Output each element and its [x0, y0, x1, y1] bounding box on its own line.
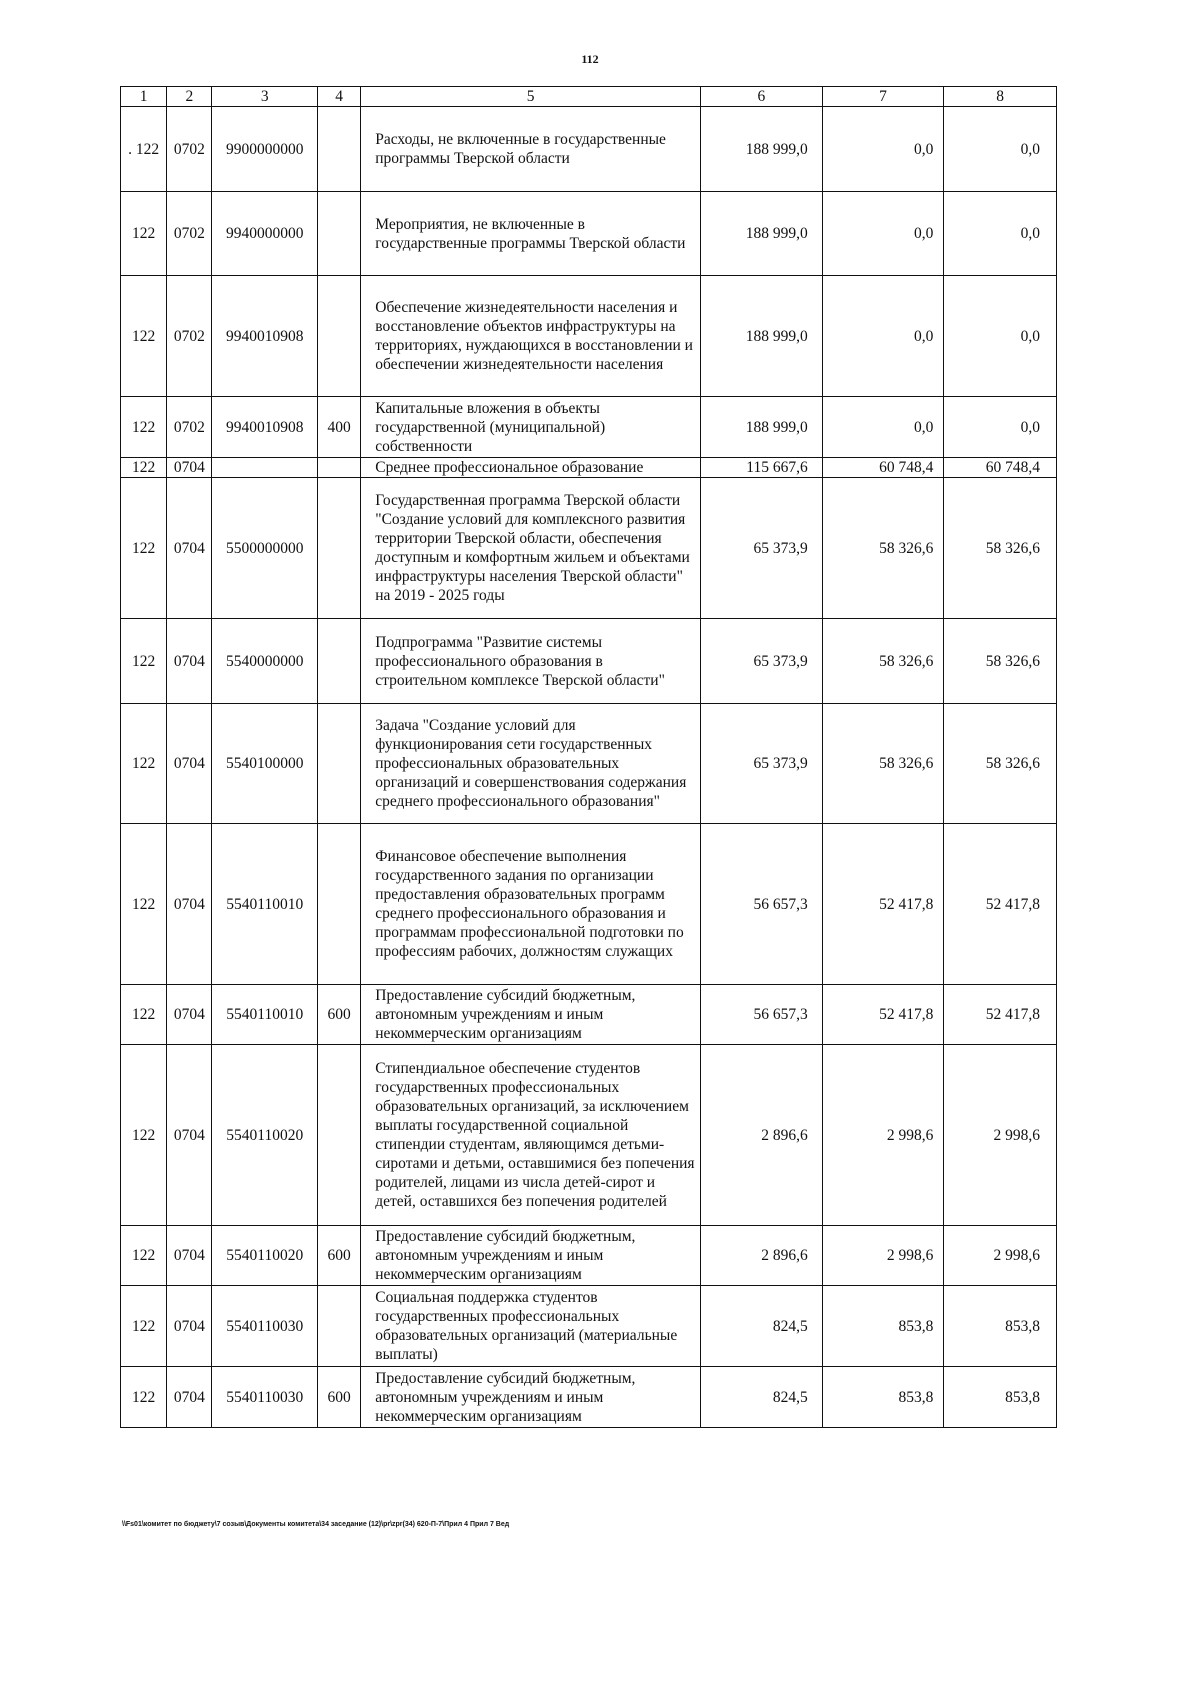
- table-row: [121, 397, 1057, 458]
- cell-name: Мероприятия, не включенные в государственные программы Тверской области: [361, 192, 701, 276]
- table-row: [121, 192, 1057, 276]
- cell-expense-type: [318, 458, 361, 478]
- table-row: [121, 985, 1057, 1045]
- cell-amount-year1: 56 657,3: [701, 985, 823, 1045]
- cell-target-article: 5540000000: [212, 619, 318, 704]
- table-row: [121, 276, 1057, 397]
- table-row: [121, 1226, 1057, 1286]
- table-row: [121, 704, 1057, 824]
- cell-ved: 122: [121, 1045, 167, 1226]
- cell-section: 0704: [167, 1045, 212, 1226]
- cell-amount-year3: 0,0: [944, 192, 1057, 276]
- cell-amount-year1: 2 896,6: [701, 1226, 823, 1286]
- cell-ved: 122: [121, 824, 167, 985]
- cell-amount-year1: 56 657,3: [701, 824, 823, 985]
- cell-ved: . 122: [121, 107, 167, 192]
- cell-target-article: 5540100000: [212, 704, 318, 824]
- cell-target-article: 5540110010: [212, 824, 318, 985]
- cell-name: Предоставление субсидий бюджетным, автономным учреждениям и иным некоммерческим организациям: [361, 1367, 701, 1428]
- cell-ved: 122: [121, 458, 167, 478]
- cell-amount-year2: 0,0: [822, 397, 944, 458]
- cell-expense-type: [318, 1045, 361, 1226]
- cell-amount-year3: 58 326,6: [944, 704, 1057, 824]
- cell-target-article: 5540110030: [212, 1286, 318, 1367]
- cell-name: Финансовое обеспечение выполнения государственного задания по организации предоставления образовательных программ среднего профессионального образования и программам профессиональной подготовки по профессиям рабочих, должностям служащих: [361, 824, 701, 985]
- cell-expense-type: [318, 192, 361, 276]
- cell-amount-year1: 824,5: [701, 1286, 823, 1367]
- cell-amount-year2: 0,0: [822, 276, 944, 397]
- cell-ved: 122: [121, 276, 167, 397]
- cell-amount-year1: 188 999,0: [701, 276, 823, 397]
- cell-target-article: 5540110030: [212, 1367, 318, 1428]
- cell-name: Среднее профессиональное образование: [361, 458, 701, 478]
- cell-target-article: 5500000000: [212, 478, 318, 619]
- cell-amount-year1: 824,5: [701, 1367, 823, 1428]
- cell-amount-year2: 0,0: [822, 107, 944, 192]
- cell-section: 0704: [167, 985, 212, 1045]
- cell-amount-year3: 58 326,6: [944, 619, 1057, 704]
- table-row: [121, 1286, 1057, 1367]
- cell-expense-type: [318, 107, 361, 192]
- cell-target-article: 5540110020: [212, 1226, 318, 1286]
- cell-name: Государственная программа Тверской области "Создание условий для комплексного развития территории Тверской области, обеспечения доступным и комфортным жильем и объектами инфраструктуры населения Тверской области" на 2019 - 2025 годы: [361, 478, 701, 619]
- cell-amount-year2: 60 748,4: [822, 458, 944, 478]
- cell-target-article: 9940010908: [212, 276, 318, 397]
- cell-section: 0702: [167, 192, 212, 276]
- cell-name: Капитальные вложения в объекты государственной (муниципальной) собственности: [361, 397, 701, 458]
- cell-expense-type: 600: [318, 985, 361, 1045]
- table-row: [121, 107, 1057, 192]
- cell-amount-year1: 65 373,9: [701, 478, 823, 619]
- cell-section: 0704: [167, 619, 212, 704]
- cell-target-article: 9940010908: [212, 397, 318, 458]
- header-row: [121, 87, 1057, 107]
- column-header: 6: [701, 87, 823, 107]
- cell-name: Стипендиальное обеспечение студентов государственных профессиональных образовательных организаций, за исключением выплаты государственной социальной стипендии студентам, являющимся детьми-сиротами и детьми, оставшимися без попечения родителей, лицами из числа детей-сирот и детей, оставшихся без попечения родителей: [361, 1045, 701, 1226]
- cell-amount-year3: 52 417,8: [944, 824, 1057, 985]
- cell-amount-year3: 853,8: [944, 1367, 1057, 1428]
- cell-expense-type: [318, 478, 361, 619]
- column-header: 2: [167, 87, 212, 107]
- table-row: [121, 1367, 1057, 1428]
- cell-amount-year1: 188 999,0: [701, 397, 823, 458]
- cell-amount-year3: 52 417,8: [944, 985, 1057, 1045]
- cell-target-article: 9940000000: [212, 192, 318, 276]
- column-header: 5: [361, 87, 701, 107]
- table-row: [121, 824, 1057, 985]
- cell-amount-year2: 58 326,6: [822, 478, 944, 619]
- cell-section: 0702: [167, 107, 212, 192]
- cell-amount-year3: 2 998,6: [944, 1226, 1057, 1286]
- cell-amount-year2: 58 326,6: [822, 704, 944, 824]
- cell-expense-type: [318, 824, 361, 985]
- cell-expense-type: [318, 1286, 361, 1367]
- table-row: [121, 478, 1057, 619]
- cell-section: 0704: [167, 824, 212, 985]
- cell-ved: 122: [121, 704, 167, 824]
- table-row: [121, 1045, 1057, 1226]
- cell-section: 0702: [167, 276, 212, 397]
- column-header: 7: [822, 87, 944, 107]
- cell-ved: 122: [121, 985, 167, 1045]
- cell-target-article: 5540110010: [212, 985, 318, 1045]
- cell-expense-type: [318, 276, 361, 397]
- cell-name: Обеспечение жизнедеятельности населения и восстановление объектов инфраструктуры на территориях, нуждающихся в восстановлении и обеспечении жизнедеятельности населения: [361, 276, 701, 397]
- cell-amount-year3: 0,0: [944, 107, 1057, 192]
- cell-amount-year2: 2 998,6: [822, 1226, 944, 1286]
- cell-name: Расходы, не включенные в государственные программы Тверской области: [361, 107, 701, 192]
- column-header: 3: [212, 87, 318, 107]
- cell-name: Подпрограмма "Развитие системы профессионального образования в строительном комплексе Тверской области": [361, 619, 701, 704]
- cell-target-article: 5540110020: [212, 1045, 318, 1226]
- cell-section: 0702: [167, 397, 212, 458]
- cell-ved: 122: [121, 397, 167, 458]
- cell-expense-type: 600: [318, 1226, 361, 1286]
- cell-amount-year2: 0,0: [822, 192, 944, 276]
- cell-expense-type: [318, 619, 361, 704]
- cell-expense-type: 600: [318, 1367, 361, 1428]
- cell-amount-year3: 2 998,6: [944, 1045, 1057, 1226]
- cell-amount-year1: 188 999,0: [701, 192, 823, 276]
- cell-ved: 122: [121, 192, 167, 276]
- column-header: 1: [121, 87, 167, 107]
- budget-table: [120, 86, 1057, 1428]
- cell-amount-year1: 65 373,9: [701, 704, 823, 824]
- cell-ved: 122: [121, 619, 167, 704]
- cell-name: Предоставление субсидий бюджетным, автономным учреждениям и иным некоммерческим организациям: [361, 1226, 701, 1286]
- cell-section: 0704: [167, 458, 212, 478]
- cell-section: 0704: [167, 704, 212, 824]
- cell-amount-year3: 58 326,6: [944, 478, 1057, 619]
- cell-section: 0704: [167, 1367, 212, 1428]
- cell-amount-year2: 52 417,8: [822, 985, 944, 1045]
- cell-ved: 122: [121, 1367, 167, 1428]
- cell-amount-year3: 0,0: [944, 397, 1057, 458]
- cell-name: Предоставление субсидий бюджетным, автономным учреждениям и иным некоммерческим организациям: [361, 985, 701, 1045]
- cell-amount-year2: 853,8: [822, 1286, 944, 1367]
- cell-amount-year2: 853,8: [822, 1367, 944, 1428]
- column-header: 4: [318, 87, 361, 107]
- cell-amount-year3: 853,8: [944, 1286, 1057, 1367]
- cell-amount-year1: 115 667,6: [701, 458, 823, 478]
- table-row: [121, 619, 1057, 704]
- cell-amount-year3: 0,0: [944, 276, 1057, 397]
- cell-amount-year1: 2 896,6: [701, 1045, 823, 1226]
- cell-amount-year3: 60 748,4: [944, 458, 1057, 478]
- cell-amount-year1: 65 373,9: [701, 619, 823, 704]
- cell-section: 0704: [167, 478, 212, 619]
- cell-amount-year2: 52 417,8: [822, 824, 944, 985]
- cell-section: 0704: [167, 1226, 212, 1286]
- cell-name: Социальная поддержка студентов государственных профессиональных образовательных организаций (материальные выплаты): [361, 1286, 701, 1367]
- cell-amount-year2: 58 326,6: [822, 619, 944, 704]
- cell-name: Задача "Создание условий для функционирования сети государственных профессиональных образовательных организаций и совершенствования содержания среднего профессионального образования": [361, 704, 701, 824]
- cell-target-article: 9900000000: [212, 107, 318, 192]
- cell-amount-year2: 2 998,6: [822, 1045, 944, 1226]
- cell-ved: 122: [121, 478, 167, 619]
- page-number: 112: [581, 52, 599, 66]
- cell-expense-type: 400: [318, 397, 361, 458]
- file-path-footer: \\Fs01\комитет по бюджету\7 созыв\Документы комитета\34 заседание (12)\pr\zpr(34) 620-П-7\Прил 4 Прил 7 Вед: [122, 1521, 510, 1528]
- cell-ved: 122: [121, 1226, 167, 1286]
- cell-expense-type: [318, 704, 361, 824]
- column-header: 8: [944, 87, 1057, 107]
- table-row: [121, 458, 1057, 478]
- cell-ved: 122: [121, 1286, 167, 1367]
- cell-target-article: [212, 458, 318, 478]
- cell-amount-year1: 188 999,0: [701, 107, 823, 192]
- cell-section: 0704: [167, 1286, 212, 1367]
